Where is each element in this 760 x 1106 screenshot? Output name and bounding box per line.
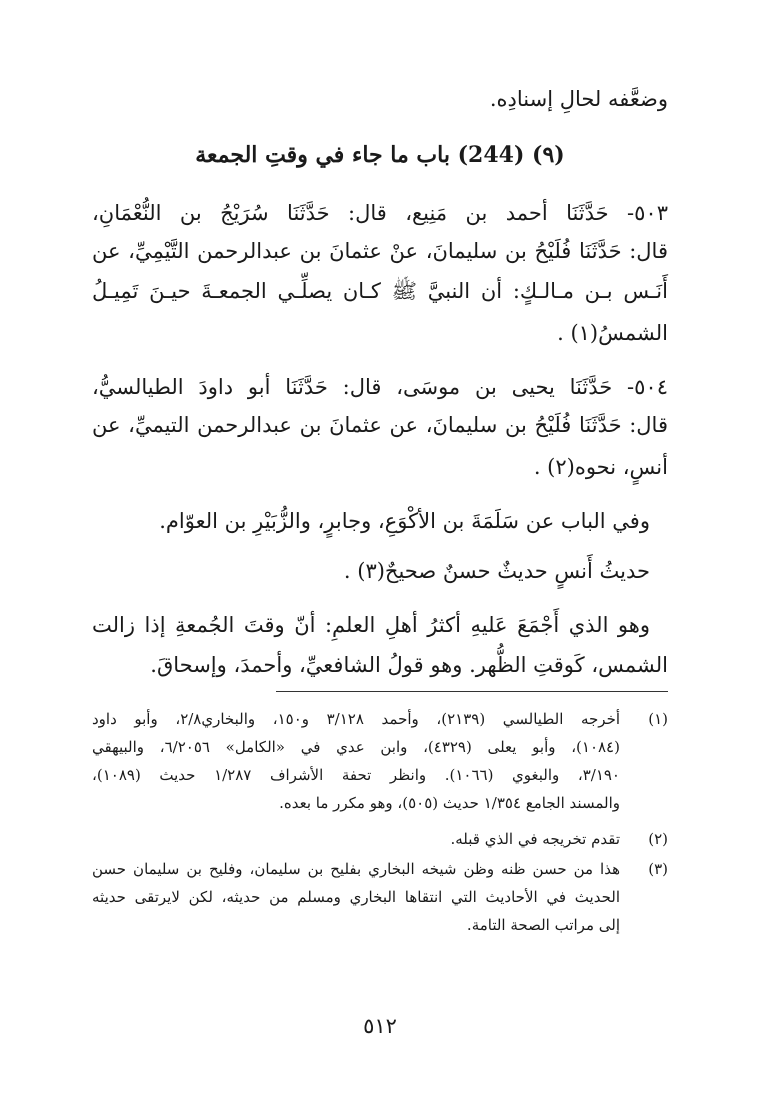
- hadith-504-line-3: أنسٍ، نحوه(٢) .: [533, 455, 668, 479]
- footnote-2: [92, 826, 668, 854]
- page-number: ٥١٢: [363, 1014, 397, 1038]
- bab-line: وفي الباب عن سَلَمَةَ بن الأكْوَعِ، وجابرٍ، والزُّبَيْرِ بن العوّام.: [159, 509, 650, 533]
- footnote-1-line-1: أخرجه الطيالسي (٢١٣٩)، وأحمد ٣/١٢٨ و١٥٠، والبخاري٢/٨، وأبو داود: [92, 710, 621, 728]
- hadith-504-line-1: ٥٠٤- حَدَّثَنَا يحيى بن موسَى، قال: حَدَّثَنَا أبو داودَ الطيالسيُّ،: [92, 375, 668, 399]
- hadith-503-line-3: أَنَـس بـن مـالـكٍ: أن النبيَّ ﷺ كـان يصلِّـي الجمعـةَ حيـنَ تَمِيـلُ: [92, 279, 668, 303]
- footnote-3-line-1: هذا من حسن ظنه وظن شيخه البخاري بفليح بن سليمان، وفليح بن سليمان حسن: [92, 860, 620, 878]
- footnote-3: [92, 856, 668, 940]
- hadith-503-line-2: قال: حَدَّثَنَا فُلَيْحُ بن سليمانَ، عنْ عثمانَ بن عبدالرحمن التَّيْمِيِّ، عن: [92, 239, 668, 263]
- footnote-2-line-1: تقدم تخريجه في الذي قبله.: [450, 830, 620, 848]
- footnote-divider: [276, 691, 668, 692]
- footnote-1-line-2: (١٠٨٤)، وأبو يعلى (٤٣٢٩)، وابن عدي في «الكامل» ٦/٢٠٥٦، والبيهقي: [92, 738, 620, 756]
- footnote-3-number: (٣): [648, 860, 668, 878]
- footnote-2-number: (٢): [648, 830, 668, 848]
- footnote-1: [92, 706, 668, 818]
- footnote-1-line-3: ٣/١٩٠، والبغوي (١٠٦٦). وانظر تحفة الأشراف ١/٢٨٧ حديث (١٠٨٩)،: [92, 766, 620, 784]
- hadith-503-line-1: ٥٠٣- حَدَّثَنَا أحمد بن مَنِيع، قال: حَدَّثَنَا سُرَيْجُ بن النُّعْمَانِ،: [92, 201, 668, 225]
- intro-line: وضعَّفه لحالِ إسنادِه.: [489, 87, 668, 111]
- ijma-line-2: الشمس، كَوقتِ الظُّهر. وهو قولُ الشافعيِّ، وأحمدَ، وإسحاقَ.: [150, 653, 668, 677]
- footnote-1-number: (١): [648, 710, 668, 728]
- ijma-line-1: وهو الذي أَجْمَعَ عَليهِ أكثرُ أهلِ العلمِ: أنّ وقتَ الجُمعةِ إذا زالت: [92, 613, 650, 637]
- footnote-3-line-3: إلى مراتب الصحة التامة.: [466, 916, 620, 934]
- footnote-3-line-2: الحديث في الأحاديث التي انتقاها البخاري ومسلم من حديثه، لكن لايرتقى حديثه: [92, 888, 620, 906]
- hadith-504-line-2: قال: حَدَّثَنَا فُلَيْحُ بن سليمانَ، عن عثمانَ بن عبدالرحمن التيميِّ، عن: [92, 413, 668, 437]
- chapter-heading: (٩) (244) باب ما جاء في وقتِ الجمعة: [195, 142, 565, 168]
- hadith-503-line-4: الشمسُ(١) .: [557, 321, 668, 345]
- footnote-1-line-4: والمسند الجامع ١/٣٥٤ حديث (٥٠٥)، وهو مكرر ما بعده.: [279, 794, 620, 812]
- grade-line: حديثُ أَنسٍ حديثٌ حسنٌ صحيحٌ(٣) .: [343, 559, 650, 583]
